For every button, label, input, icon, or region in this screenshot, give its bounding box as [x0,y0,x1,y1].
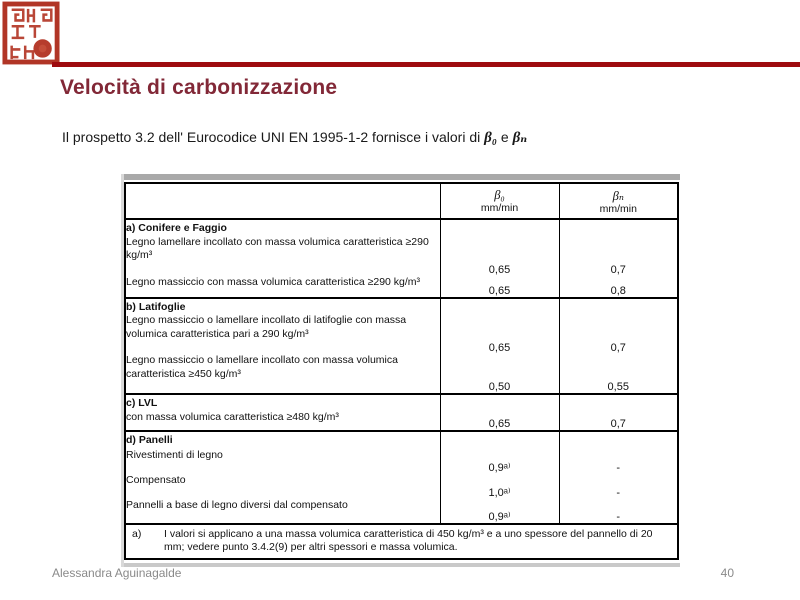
eurocode-charring-rate-table [124,182,679,560]
cell-betan-value: - [559,499,678,524]
cell-beta0-value: 0,9ᵃ⁾ [440,499,559,524]
cell-betan-value [559,219,678,236]
cell-betan-value [559,298,678,315]
table-row [125,276,678,298]
cell-description: Legno lamellare incollato con massa volumica caratteristica ≥290 kg/m³ [126,235,429,261]
table-row [125,499,678,524]
section-label: d) Panelli [125,431,440,449]
cell-beta0-value: 0,50 [440,354,559,394]
cell-betan-value: 0,7 [559,314,678,354]
cell-betan-value: - [559,449,678,474]
cell-betan-value: - [559,474,678,499]
cell-beta0-value [440,298,559,315]
betan-symbol: βₙ [512,130,528,146]
table-row [125,474,678,499]
beta0-symbol: β₀ [484,130,498,146]
intro-text [62,128,527,147]
table-section-row [125,219,678,236]
col-header-beta0 [440,183,559,219]
page-title: Velocità di carbonizzazione [60,76,338,99]
scanned-table-image [121,174,680,567]
betan-header-unit: mm/min [599,202,637,215]
beta0-header-unit: mm/min [480,202,519,214]
cell-description: Legno massiccio o lamellare incollato di latifoglie con massa volumica caratteristica pari a 290 kg/m³ [126,314,407,340]
betan-header-symbol: βₙ [612,188,624,203]
footer-author: Alessandra Aguinagalde [52,566,182,580]
cell-betan-value: 0,55 [559,354,678,394]
scan-artifact-top-band [124,174,680,180]
cell-description: Pannelli a base di legno diversi dal compensato [126,498,348,511]
cell-description: Legno massiccio con massa volumica caratteristica ≥290 kg/m³ [126,275,421,288]
footer-page-number: 40 [720,566,734,580]
table-row [125,314,678,354]
footnote-text: I valori si applicano a una massa volumica caratteristica di 450 kg/m³ e a uno spessore del pannello di 20 mm; vedere punto 3.4.2(9) per altri spessori e massa volumica. [164,527,653,553]
cell-description: con massa volumica caratteristica ≥480 kg/m³ [126,410,339,423]
header-rule [52,62,800,67]
table-row [125,411,678,431]
table-section-row [125,394,678,411]
table-row [125,449,678,474]
cell-beta0-value [440,219,559,236]
cell-beta0-value: 0,65 [440,411,559,431]
cell-betan-value: 0,8 [559,276,678,298]
table-section-row [125,298,678,315]
cell-beta0-value: 0,65 [440,236,559,276]
cell-beta0-value [440,394,559,411]
seal-logo-icon [2,0,60,66]
table-footnote-row [125,524,678,559]
table-header-row [125,183,678,219]
intro-prefix: Il prospetto 3.2 dell' Eurocodice UNI EN 1995-1-2 fornisce i valori di [62,129,485,145]
section-label: a) Conifere e Faggio [125,219,440,236]
intro-conjunction: e [497,129,513,145]
section-label: c) LVL [125,394,440,411]
cell-beta0-value: 0,65 [440,314,559,354]
cell-description: Rivestimenti di legno [126,448,223,461]
cell-beta0-value: 0,9ᵃ⁾ [440,449,559,474]
table-footnote [125,524,678,559]
cell-beta0-value: 0,65 [440,276,559,298]
cell-beta0-value [440,431,559,449]
cell-description: Compensato [126,473,186,486]
col-header-betan [559,183,678,219]
footnote-marker: a) [132,527,142,540]
cell-beta0-value: 1,0ᵃ⁾ [440,474,559,499]
cell-betan-value: 0,7 [559,236,678,276]
cell-betan-value [559,431,678,449]
table-section-row [125,431,678,449]
cell-betan-value: 0,7 [559,411,678,431]
scan-artifact-bottom-band [124,563,680,567]
beta0-header-symbol: β₀ [494,188,505,202]
cell-description: Legno massiccio o lamellare incollato con massa volumica caratteristica ≥450 kg/m³ [126,354,398,380]
col-header-description [125,183,440,219]
table-row [125,236,678,276]
section-label: b) Latifoglie [125,298,440,315]
table-row [125,354,678,394]
cell-betan-value [559,394,678,411]
